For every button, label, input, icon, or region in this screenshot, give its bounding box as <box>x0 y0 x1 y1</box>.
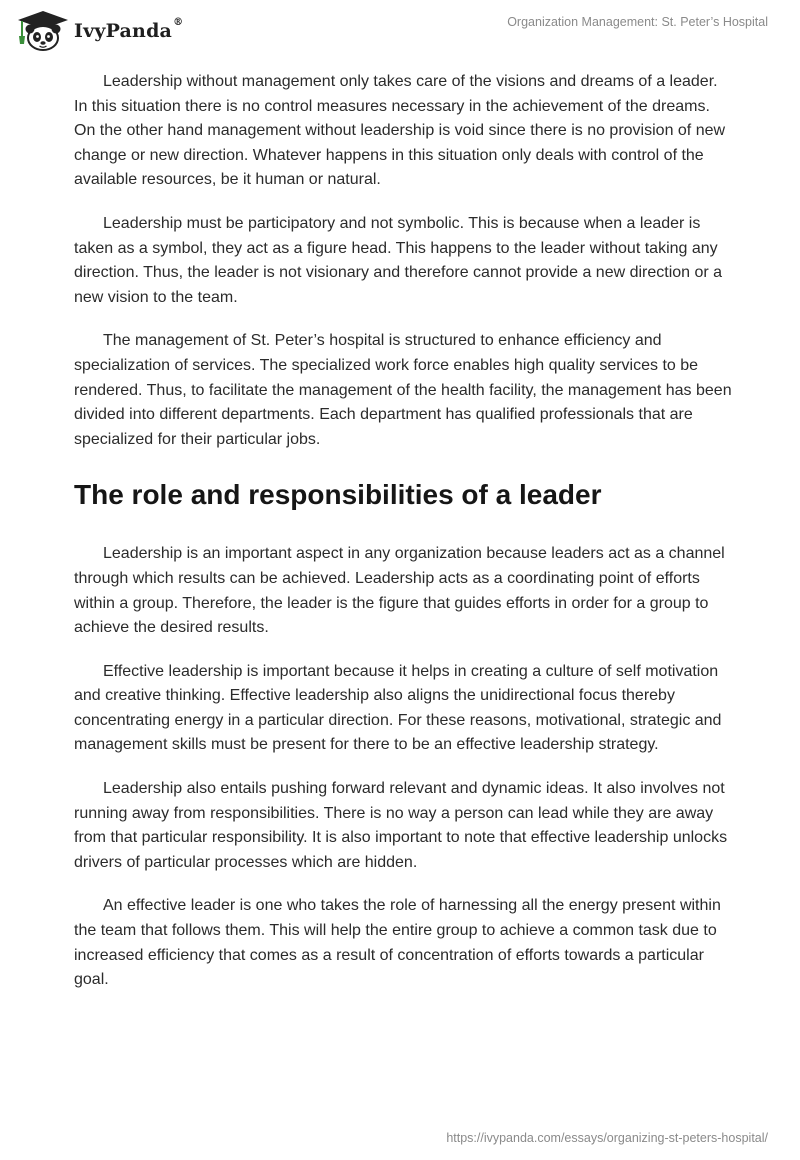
ivypanda-logo[interactable] <box>14 8 183 52</box>
section-heading: The role and responsibilities of a leader <box>74 479 602 511</box>
paragraph: Leadership also entails pushing forward relevant and dynamic ideas. It also involves not running away from responsibilities. There is no way a person can lead while they are away from that particular responsibility. It is also important to note that effective leadership unlocks drivers of particular processes which are hidden. <box>74 780 728 871</box>
paragraph: The management of St. Peter’s hospital is structured to enhance efficiency and specialization of services. The specialized work force enables high quality services to be rendered. Thus, to facilitate the management of the health facility, the management has been divided into different departments. Each department has qualified professionals that are specialized for their particular jobs. <box>74 332 732 448</box>
paragraph: Leadership must be participatory and not symbolic. This is because when a leader is taken as a symbol, they act as a figure head. This happens to the leader without taking any direction. Thus, the leader is not visionary and therefore cannot provide a new direction or a new vision to the team. <box>74 214 723 306</box>
paragraph: Effective leadership is important because it helps in creating a culture of self motivation and creative thinking. Effective leadership also aligns the unidirectional focus thereby concentrating energy in a particular direction. For these reasons, motivational, strategic and management skills must be present for there to be an effective leadership strategy. <box>74 662 722 754</box>
panda-graduate-icon <box>14 8 72 52</box>
registered-mark: ® <box>173 17 184 28</box>
paragraph: Leadership is an important aspect in any organization because leaders act as a channel through which results can be achieved. Leadership acts as a coordinating point of efforts within a group. Therefore, the leader is the figure that guides efforts in order for a group to achieve the desired results. <box>74 545 725 637</box>
source-url[interactable]: https://ivypanda.com/essays/organizing-st-peters-hospital/ <box>446 1131 768 1145</box>
essay-body <box>74 70 734 1012</box>
paragraph: An effective leader is one who takes the role of harnessing all the energy present within the team that follows them. This will help the entire group to achieve a common task due to increased efficiency that comes as a result of concentration of efforts towards a particular goal. <box>74 897 721 989</box>
logo-name: IvyPanda <box>74 20 173 42</box>
logo-wordmark <box>74 17 184 42</box>
page-header <box>0 0 800 64</box>
paragraph: Leadership without management only takes care of the visions and dreams of a leader. In this situation there is no control measures necessary in the achievement of the dreams. On the other hand management without leadership is void since there is no provision of new change or new direction. Whatever happens in this situation only deals with control of the available resources, be it human or natural. <box>74 73 726 189</box>
document-title: Organization Management: St. Peter’s Hospital <box>507 15 768 29</box>
